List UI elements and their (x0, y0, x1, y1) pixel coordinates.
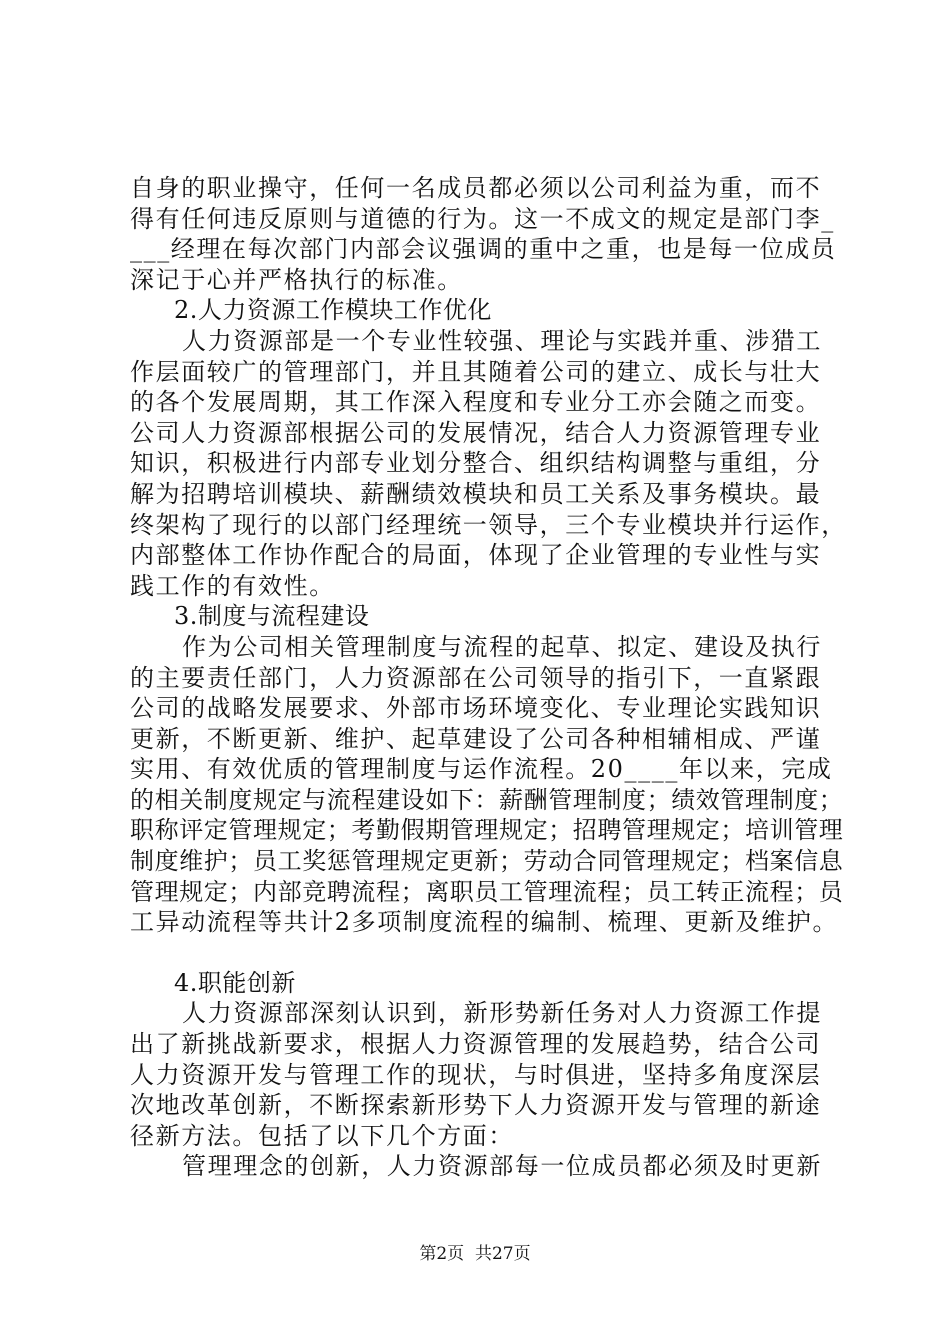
text-line: 终架构了现行的以部门经理统一领导，三个专业模块并行运作， (130, 510, 847, 539)
text-line: 解为招聘培训模块、薪酬绩效模块和员工关系及事务模块。最 (130, 479, 822, 508)
text-line: 径新方法。包括了以下几个方面： (130, 1121, 514, 1150)
section-heading: 2.人力资源工作模块工作优化 (174, 296, 492, 325)
text-line: 践工作的有效性。 (130, 571, 335, 600)
paragraph (130, 998, 850, 1151)
paragraph (130, 632, 850, 938)
text-line: 人力资源开发与管理工作的现状，与时俱进，坚持多角度深层 (130, 1060, 822, 1089)
text-line: 管理理念的创新，人力资源部每一位成员都必须及时更新 (182, 1152, 822, 1181)
text-line: 公司人力资源部根据公司的发展情况，结合人力资源管理专业 (130, 418, 822, 447)
text-line: 职称评定管理规定；考勤假期管理规定；招聘管理规定；培训管理 (130, 816, 844, 845)
document-body (130, 173, 850, 1182)
text-line: 作层面较广的管理部门，并且其随着公司的建立、成长与壮大 (130, 357, 822, 386)
text-line: 工异动流程等共计2多项制度流程的编制、梳理、更新及维护。 (130, 908, 839, 937)
paragraph (130, 173, 850, 295)
text-line: 公司的战略发展要求、外部市场环境变化、专业理论实践知识 (130, 694, 822, 723)
text-line: 深记于心并严格执行的标准。 (130, 265, 463, 294)
text-line: 人力资源部深刻认识到，新形势新任务对人力资源工作提 (182, 999, 822, 1028)
text-line: 制度维护；员工奖惩管理规定更新；劳动合同管理规定；档案信息 (130, 847, 844, 876)
text-line: 实用、有效优质的管理制度与运作流程。20____年以来，完成 (130, 755, 833, 784)
text-line: 的相关制度规定与流程建设如下：薪酬管理制度；绩效管理制度； (130, 785, 844, 814)
paragraph (130, 1151, 850, 1182)
text-line: 次地改革创新，不断探索新形势下人力资源开发与管理的新途 (130, 1091, 822, 1120)
text-line: ___经理在每次部门内部会议强调的重中之重，也是每一位成员 (130, 235, 837, 264)
page-footer: 第2页 共27页 (419, 1244, 531, 1264)
text-line: 的主要责任部门，人力资源部在公司领导的指引下，一直紧跟 (130, 663, 822, 692)
text-line: 得有任何违反原则与道德的行为。这一不成文的规定是部门李_ (130, 204, 835, 233)
section-heading: 4.职能创新 (174, 968, 296, 997)
text-line: 作为公司相关管理制度与流程的起草、拟定、建设及执行 (182, 632, 822, 661)
text-line: 知识，积极进行内部专业划分整合、组织结构调整与重组，分 (130, 449, 822, 478)
paragraph (130, 326, 850, 601)
section-heading: 3.制度与流程建设 (174, 602, 370, 631)
text-line: 的各个发展周期，其工作深入程度和专业分工亦会随之而变。 (130, 388, 822, 417)
text-line: 内部整体工作协作配合的局面，体现了企业管理的专业性与实 (130, 541, 822, 570)
text-line: 人力资源部是一个专业性较强、理论与实践并重、涉猎工 (182, 326, 822, 355)
text-line: 更新，不断更新、维护、起草建设了公司各种相辅相成、严谨 (130, 724, 822, 753)
text-line: 出了新挑战新要求，根据人力资源管理的发展趋势，结合公司 (130, 1030, 822, 1059)
text-line: 管理规定；内部竞聘流程；离职员工管理流程；员工转正流程；员 (130, 877, 844, 906)
text-line: 自身的职业操守，任何一名成员都必须以公司利益为重，而不 (130, 174, 822, 202)
paragraph-gap (130, 938, 850, 968)
